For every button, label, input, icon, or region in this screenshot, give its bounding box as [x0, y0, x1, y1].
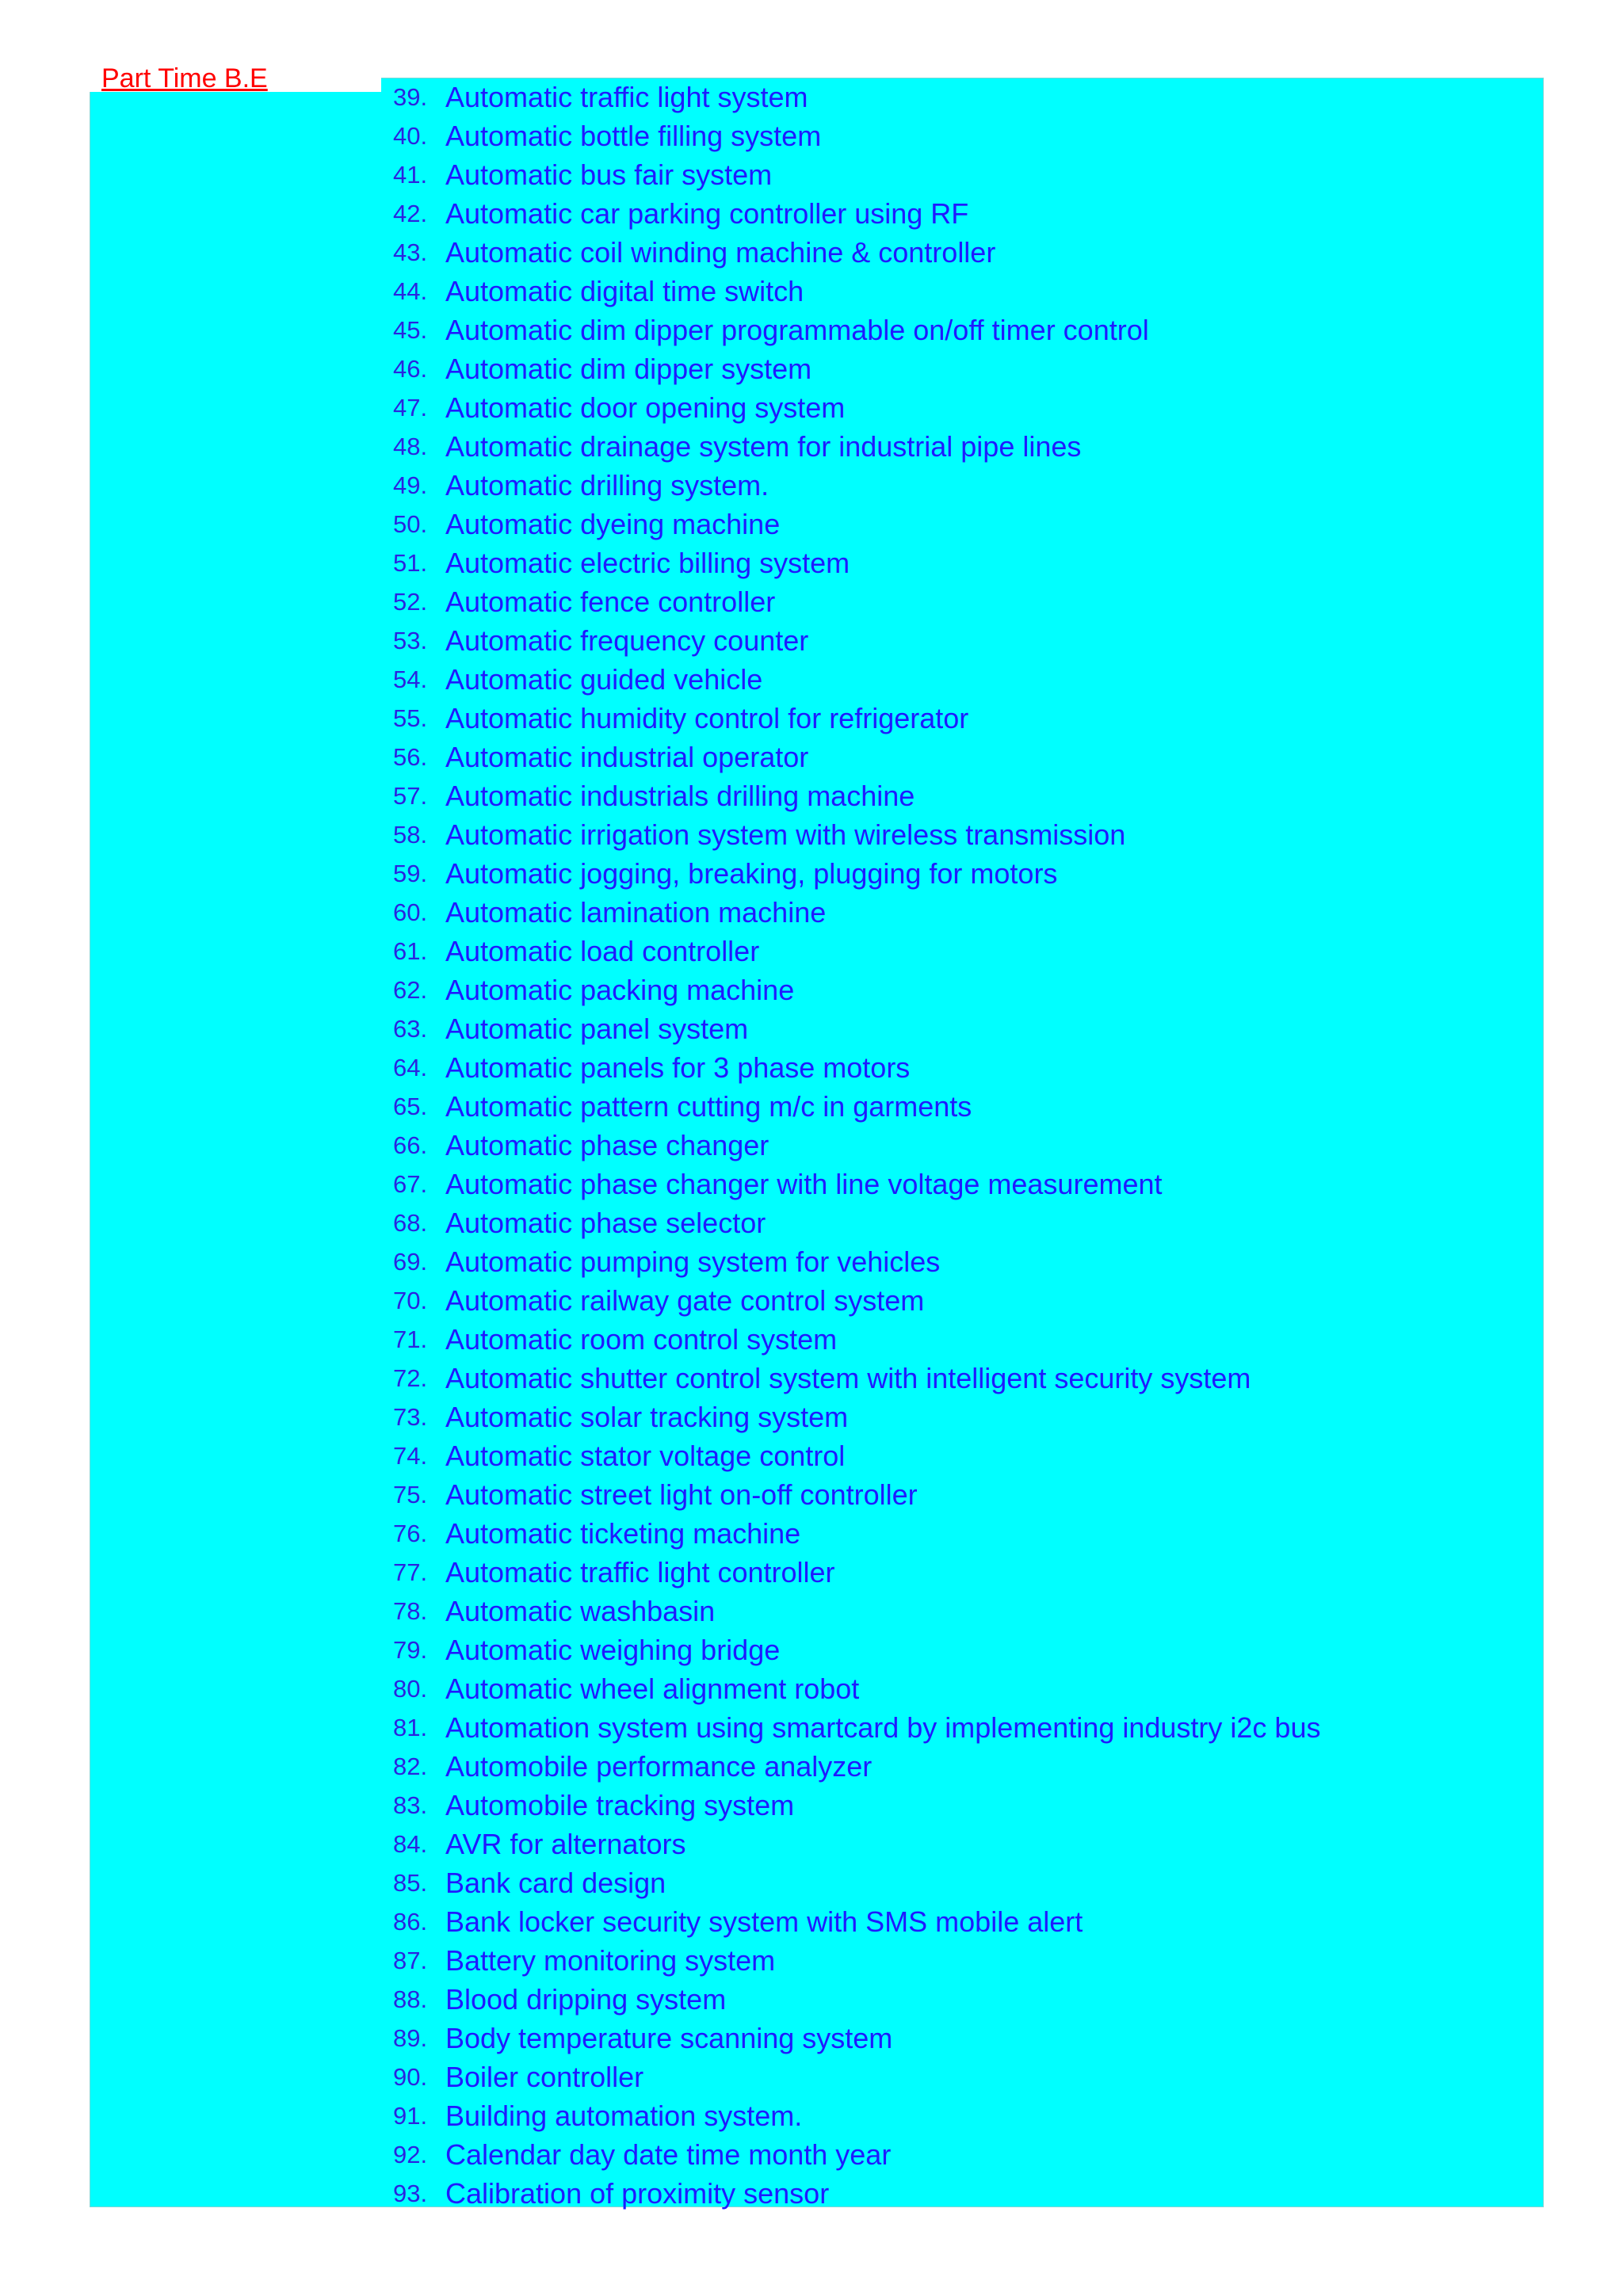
item-number: 49. [393, 471, 428, 499]
item-number: 63. [393, 1014, 428, 1043]
item-number: 85. [393, 1868, 428, 1897]
project-list-item[interactable] [393, 1592, 1526, 1630]
project-list-item[interactable] [393, 1242, 1526, 1281]
item-number: 48. [393, 432, 428, 460]
project-list [393, 78, 1526, 2213]
item-number: 60. [393, 898, 428, 926]
item-number: 70. [393, 1286, 428, 1314]
item-link[interactable]: Automatic packing machine [445, 973, 795, 1006]
item-link[interactable]: Automatic fence controller [445, 585, 776, 618]
item-number: 68. [393, 1208, 428, 1237]
item-number: 39. [393, 82, 428, 111]
item-number: 79. [393, 1635, 428, 1664]
item-link[interactable]: Automatic traffic light controller [445, 1555, 835, 1589]
project-list-item[interactable] [393, 1475, 1526, 1514]
item-number: 43. [393, 238, 428, 266]
project-list-item[interactable] [393, 155, 1526, 194]
item-link[interactable]: Automatic ticketing machine [445, 1516, 801, 1550]
item-number: 40. [393, 121, 428, 150]
item-number: 88. [393, 1985, 428, 2013]
item-link[interactable]: Automatic load controller [445, 934, 760, 967]
item-link[interactable]: Automatic wheel alignment robot [445, 1672, 860, 1705]
item-link[interactable]: Automatic drilling system. [445, 468, 769, 502]
project-list-item[interactable] [393, 1553, 1526, 1592]
project-list-item[interactable] [393, 1941, 1526, 1980]
item-link[interactable]: Automatic phase changer [445, 1128, 769, 1161]
project-list-item[interactable] [393, 1902, 1526, 1941]
item-link[interactable]: Automatic pattern cutting m/c in garments [445, 1089, 972, 1123]
item-number: 87. [393, 1946, 428, 1974]
item-number: 62. [393, 975, 428, 1004]
item-link[interactable]: Boiler controller [445, 2060, 644, 2093]
item-link[interactable]: Body temperature scanning system [445, 2021, 893, 2054]
project-list-item[interactable] [393, 194, 1526, 233]
project-list-item[interactable] [393, 2096, 1526, 2135]
item-number: 45. [393, 315, 428, 344]
project-list-item[interactable] [393, 233, 1526, 272]
item-number: 76. [393, 1519, 428, 1547]
item-number: 77. [393, 1558, 428, 1586]
item-link[interactable]: Automatic bus fair system [445, 158, 773, 191]
project-list-item[interactable] [393, 815, 1526, 854]
project-list-item[interactable] [393, 699, 1526, 738]
project-list-item[interactable] [393, 1514, 1526, 1553]
sidebar [90, 63, 381, 93]
item-link[interactable]: Automatic irrigation system with wireless transmission [445, 818, 1126, 851]
item-number: 44. [393, 277, 428, 305]
item-number: 65. [393, 1092, 428, 1120]
item-link[interactable]: Blood dripping system [445, 1982, 727, 2016]
project-list-item[interactable] [393, 78, 1526, 116]
project-list-item[interactable] [393, 1087, 1526, 1126]
item-link[interactable]: AVR for alternators [445, 1827, 686, 1860]
project-list-item[interactable] [393, 1980, 1526, 2019]
item-number: 73. [393, 1402, 428, 1431]
project-list-item[interactable] [393, 932, 1526, 971]
item-number: 51. [393, 548, 428, 577]
item-number: 80. [393, 1674, 428, 1703]
project-list-item[interactable] [393, 1669, 1526, 1708]
item-link[interactable]: Automatic dim dipper programmable on/off timer control [445, 313, 1149, 346]
item-link[interactable]: Automatic guided vehicle [445, 662, 763, 696]
item-number: 69. [393, 1247, 428, 1276]
project-list-item[interactable] [393, 1747, 1526, 1786]
item-link[interactable]: Automatic industrials drilling machine [445, 779, 915, 812]
item-link[interactable]: Automatic lamination machine [445, 895, 827, 929]
item-number: 71. [393, 1325, 428, 1353]
item-number: 53. [393, 626, 428, 654]
item-link[interactable]: Automation system using smartcard by implementing industry i2c bus [445, 1711, 1321, 1744]
project-list-item[interactable] [393, 582, 1526, 621]
project-list-item[interactable] [393, 1630, 1526, 1669]
item-number: 55. [393, 704, 428, 732]
project-list-item[interactable] [393, 1165, 1526, 1203]
item-link[interactable]: Automatic washbasin [445, 1594, 716, 1627]
item-link[interactable]: Bank locker security system with SMS mobile alert [445, 1905, 1083, 1938]
project-list-item[interactable] [393, 116, 1526, 155]
item-number: 50. [393, 509, 428, 538]
sidebar-link-part-time-be[interactable]: Part Time B.E [101, 63, 268, 93]
project-list-item[interactable] [393, 1786, 1526, 1825]
project-list-item[interactable] [393, 311, 1526, 349]
project-list-item[interactable] [393, 1126, 1526, 1165]
item-link[interactable]: Automatic railway gate control system [445, 1283, 925, 1317]
item-number: 41. [393, 160, 428, 189]
item-link[interactable]: Automatic phase selector [445, 1206, 766, 1239]
item-link[interactable]: Automatic digital time switch [445, 274, 804, 307]
item-link[interactable]: Automatic jogging, breaking, plugging for motors [445, 856, 1058, 890]
item-link[interactable]: Calendar day date time month year [445, 2138, 892, 2171]
project-list-item[interactable] [393, 2174, 1526, 2213]
item-number: 59. [393, 859, 428, 887]
item-link[interactable]: Automatic phase changer with line voltage measurement [445, 1167, 1163, 1200]
item-link[interactable]: Automatic industrial operator [445, 740, 809, 773]
item-number: 66. [393, 1131, 428, 1159]
project-list-item[interactable] [393, 971, 1526, 1009]
project-list-item[interactable] [393, 466, 1526, 505]
project-list-item[interactable] [393, 1708, 1526, 1747]
item-link[interactable]: Automatic pumping system for vehicles [445, 1245, 941, 1278]
item-link[interactable]: Automatic car parking controller using RF [445, 196, 969, 230]
item-number: 74. [393, 1441, 428, 1470]
item-link[interactable]: Automatic traffic light system [445, 80, 808, 113]
project-list-item[interactable] [393, 621, 1526, 660]
item-number: 86. [393, 1907, 428, 1936]
item-number: 81. [393, 1713, 428, 1741]
item-number: 89. [393, 2023, 428, 2052]
item-link[interactable]: Bank card design [445, 1866, 666, 1899]
item-link[interactable]: Automatic stator voltage control [445, 1439, 846, 1472]
item-number: 61. [393, 936, 428, 965]
item-link[interactable]: Automatic dim dipper system [445, 352, 812, 385]
item-number: 42. [393, 199, 428, 227]
project-list-item[interactable] [393, 1825, 1526, 1863]
item-link[interactable]: Automatic shutter control system with intelligent security system [445, 1361, 1251, 1394]
item-number: 92. [393, 2140, 428, 2168]
item-link[interactable]: Automatic frequency counter [445, 624, 809, 657]
project-list-item[interactable] [393, 1320, 1526, 1359]
item-link[interactable]: Automatic solar tracking system [445, 1400, 849, 1433]
item-link[interactable]: Automatic bottle filling system [445, 119, 822, 152]
item-link[interactable]: Automobile performance analyzer [445, 1749, 873, 1783]
project-list-item[interactable] [393, 1436, 1526, 1475]
item-link[interactable]: Automatic dyeing machine [445, 507, 781, 540]
item-link[interactable]: Automatic panel system [445, 1012, 749, 1045]
item-link[interactable]: Automatic street light on-off controller [445, 1478, 918, 1511]
item-number: 75. [393, 1480, 428, 1508]
item-number: 47. [393, 393, 428, 421]
project-list-item[interactable] [393, 1863, 1526, 1902]
project-list-item[interactable] [393, 505, 1526, 543]
item-number: 46. [393, 354, 428, 383]
item-number: 84. [393, 1829, 428, 1858]
project-list-item[interactable] [393, 349, 1526, 388]
item-number: 78. [393, 1596, 428, 1625]
project-list-item[interactable] [393, 893, 1526, 932]
project-list-item[interactable] [393, 1398, 1526, 1436]
project-list-item[interactable] [393, 1048, 1526, 1087]
item-link[interactable]: Automatic coil winding machine & controller [445, 235, 996, 269]
item-link[interactable]: Automatic weighing bridge [445, 1633, 781, 1666]
item-link[interactable]: Automatic humidity control for refrigerator [445, 701, 969, 734]
item-number: 72. [393, 1363, 428, 1392]
item-number: 91. [393, 2101, 428, 2130]
item-number: 54. [393, 665, 428, 693]
item-number: 93. [393, 2179, 428, 2207]
item-link[interactable]: Automatic drainage system for industrial pipe lines [445, 429, 1082, 463]
item-number: 57. [393, 781, 428, 810]
item-number: 90. [393, 2062, 428, 2091]
project-list-item[interactable] [393, 660, 1526, 699]
item-link[interactable]: Automatic electric billing system [445, 546, 850, 579]
project-list-item[interactable] [393, 1281, 1526, 1320]
item-number: 52. [393, 587, 428, 616]
item-number: 56. [393, 742, 428, 771]
item-link[interactable]: Automatic room control system [445, 1322, 838, 1356]
project-list-item[interactable] [393, 2058, 1526, 2096]
item-link[interactable]: Automatic panels for 3 phase motors [445, 1051, 911, 1084]
project-list-item[interactable] [393, 388, 1526, 427]
item-number: 83. [393, 1791, 428, 1819]
project-list-item[interactable] [393, 776, 1526, 815]
item-number: 58. [393, 820, 428, 849]
item-number: 67. [393, 1169, 428, 1198]
project-list-item[interactable] [393, 2019, 1526, 2058]
item-link[interactable]: Automatic door opening system [445, 391, 846, 424]
item-link[interactable]: Automobile tracking system [445, 1788, 795, 1821]
project-list-item[interactable] [393, 738, 1526, 776]
project-list-item[interactable] [393, 854, 1526, 893]
project-list-item[interactable] [393, 543, 1526, 582]
project-list-item[interactable] [393, 1359, 1526, 1398]
project-list-item[interactable] [393, 2135, 1526, 2174]
project-list-item[interactable] [393, 427, 1526, 466]
item-number: 82. [393, 1752, 428, 1780]
project-list-item[interactable] [393, 272, 1526, 311]
item-number: 64. [393, 1053, 428, 1081]
project-list-item[interactable] [393, 1009, 1526, 1048]
item-link[interactable]: Battery monitoring system [445, 1943, 776, 1977]
item-link[interactable]: Building automation system. [445, 2099, 803, 2132]
item-link[interactable]: Calibration of proximity sensor [445, 2176, 830, 2210]
project-list-item[interactable] [393, 1203, 1526, 1242]
